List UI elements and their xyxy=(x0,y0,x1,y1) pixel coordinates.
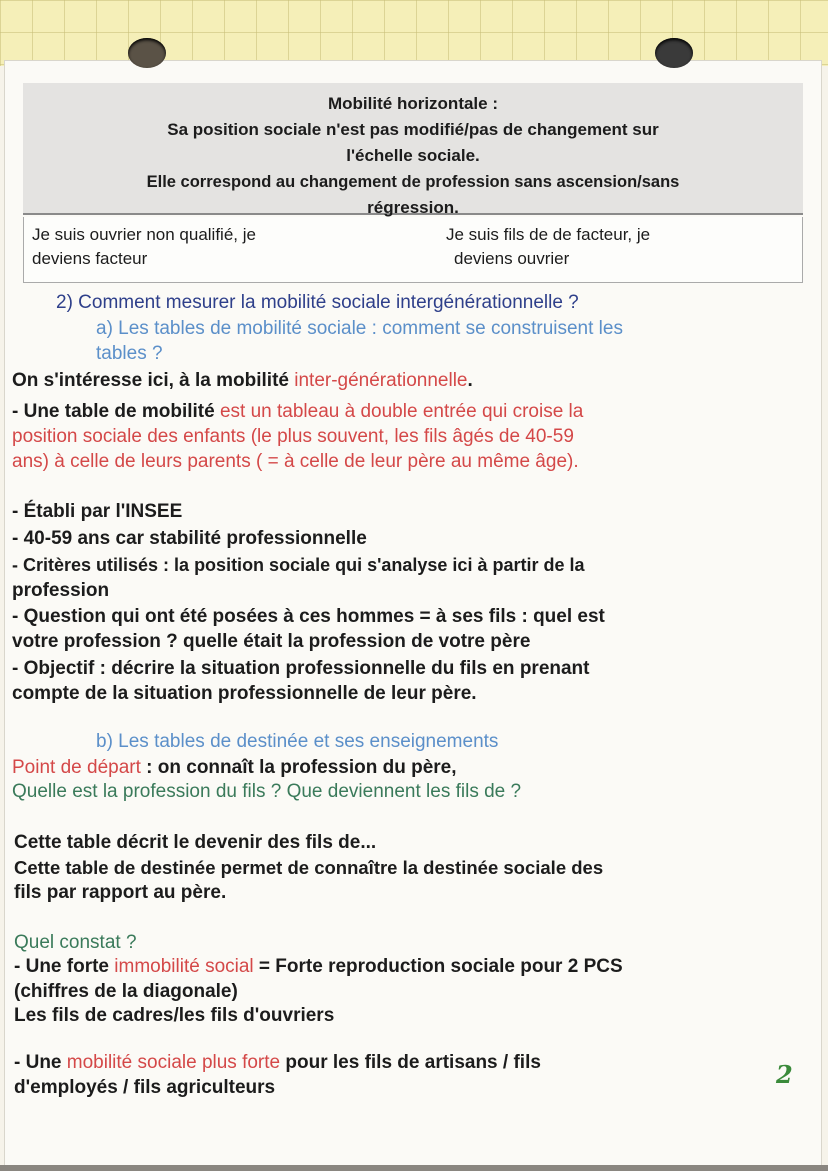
constat-heading: Quel constat ? xyxy=(14,932,137,953)
definition-line2: position sociale des enfants (le plus souvent, les fils âgés de 40-59 xyxy=(12,426,574,447)
starting-point-label: Point de départ xyxy=(12,757,141,778)
definition-text: est un tableau à double entrée qui croise la xyxy=(214,401,584,422)
destiny-desc-2: Cette table de destinée permet de connaître la destinée sociale des xyxy=(14,857,604,878)
example-left xyxy=(32,223,362,271)
notebook-grid-strip xyxy=(0,0,828,66)
constat-1-cont-2: Les fils de cadres/les fils d'ouvriers xyxy=(14,1005,335,1026)
constat-1-cont: (chiffres de la diagonale) xyxy=(14,981,238,1002)
page-number: 2 xyxy=(776,1060,793,1089)
definition-term: - Une table de mobilité xyxy=(12,401,215,422)
bullet-5: - Objectif : décrire la situation professionnelle du fils en prenant xyxy=(12,658,590,679)
example-left-line2: deviens facteur xyxy=(32,249,148,268)
bullet-3-cont: profession xyxy=(12,580,110,601)
bullet-4: - Question qui ont été posées à ces hommes = à ses fils : quel est xyxy=(12,606,605,627)
example-right xyxy=(446,223,776,271)
constat-2-post: pour les fils de artisans / fils xyxy=(280,1052,541,1073)
page-bottom-edge xyxy=(0,1165,828,1171)
question-line: Quelle est la profession du fils ? Que deviennent les fils de ? xyxy=(12,781,522,802)
subsection-b-heading: b) Les tables de destinée et ses enseignements xyxy=(96,731,499,752)
definition-box xyxy=(23,83,803,215)
destiny-desc-3: fils par rapport au père. xyxy=(14,882,227,903)
subsection-a-heading: a) Les tables de mobilité sociale : comment se construisent les xyxy=(96,318,623,339)
constat-2-highlight: mobilité sociale plus forte xyxy=(66,1052,281,1073)
constat-2-pre: - Une xyxy=(14,1052,67,1073)
starting-point-text: : on connaît la profession du père, xyxy=(140,757,457,778)
constat-1 xyxy=(14,954,623,979)
binder-hole-icon xyxy=(128,38,166,68)
bullet-2: - 40-59 ans car stabilité professionnelle xyxy=(12,528,367,549)
destiny-desc-1: Cette table décrit le devenir des fils de... xyxy=(14,832,377,853)
box-title: Mobilité horizontale : xyxy=(328,94,498,113)
bullet-4-cont: votre profession ? quelle était la profession de votre père xyxy=(12,631,531,652)
constat-2 xyxy=(14,1050,541,1075)
bullet-3: - Critères utilisés : la position sociale qui s'analyse ici à partir de la xyxy=(12,555,585,575)
subsection-a-heading-cont: tables ? xyxy=(96,343,163,364)
constat-1-pre: - Une forte xyxy=(14,956,115,977)
example-right-line2: deviens ouvrier xyxy=(454,249,570,268)
constat-1-highlight: immobilité social xyxy=(114,956,254,977)
examples-box xyxy=(23,217,803,283)
intro-paragraph xyxy=(12,368,473,393)
starting-point-line xyxy=(12,755,457,780)
box-line-3: Elle correspond au changement de profession sans ascension/sans xyxy=(146,173,680,191)
box-line-2: l'échelle sociale. xyxy=(346,146,480,165)
bullet-1: - Établi par l'INSEE xyxy=(12,501,183,522)
intro-end: . xyxy=(467,370,473,391)
definition-line1 xyxy=(12,399,583,424)
constat-1-post: = Forte reproduction sociale pour 2 PCS xyxy=(253,956,623,977)
box-line-1: Sa position sociale n'est pas modifié/pas de changement sur xyxy=(167,120,659,139)
box-line-4: régression. xyxy=(367,198,459,217)
bullet-5-cont: compte de la situation professionnelle de leur père. xyxy=(12,683,477,704)
intro-text: On s'intéresse ici, à la mobilité xyxy=(12,370,295,391)
section-2-heading: 2) Comment mesurer la mobilité sociale intergénérationnelle ? xyxy=(56,292,579,313)
example-left-line1: Je suis ouvrier non qualifié, je xyxy=(32,225,256,244)
example-right-line1: Je suis fils de de facteur, je xyxy=(446,225,651,244)
definition-line3: ans) à celle de leurs parents ( = à celle de leur père au même âge). xyxy=(12,451,579,472)
constat-2-cont: d'employés / fils agriculteurs xyxy=(14,1077,276,1098)
intro-highlight: inter-générationnelle xyxy=(294,370,468,391)
binder-hole-icon xyxy=(655,38,693,68)
